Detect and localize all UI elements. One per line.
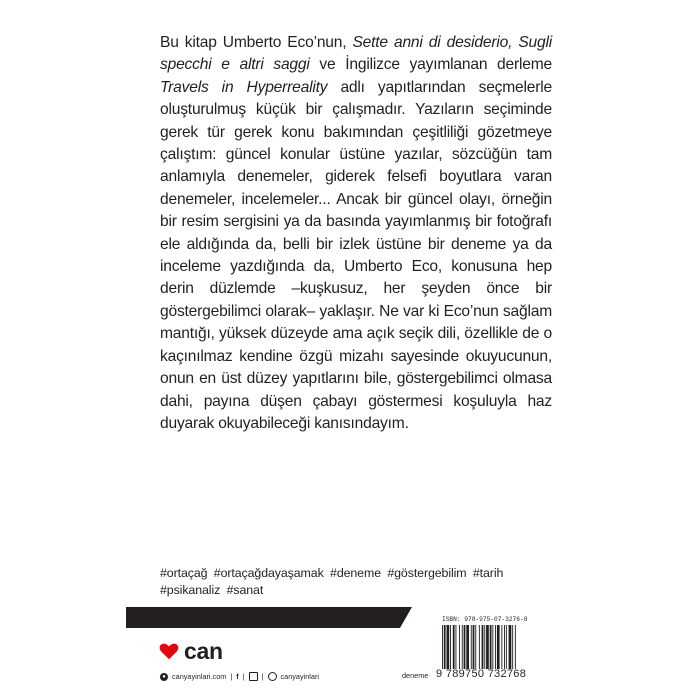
logo-text: can	[184, 637, 223, 664]
separator: |	[261, 672, 264, 681]
tag-item[interactable]: # sanat	[227, 582, 264, 599]
tag-item[interactable]: # tarih	[473, 565, 503, 582]
website-link[interactable]: canyayinlari.com	[172, 672, 227, 681]
barcode-digits: 9 789750 732768	[436, 668, 527, 680]
separator: |	[242, 672, 245, 681]
tag-item[interactable]: # ortaçağ	[160, 565, 207, 582]
instagram-icon[interactable]	[268, 672, 277, 681]
twitter-icon[interactable]	[249, 672, 258, 681]
facebook-icon[interactable]: f	[236, 672, 239, 681]
blurb-paragraph	[160, 32, 552, 435]
heart-icon	[158, 640, 180, 662]
social-handle[interactable]: canyayinlari	[280, 672, 320, 681]
isbn-label: ISBN: 978-975-07-3276-8	[442, 616, 528, 623]
separator: |	[230, 672, 233, 681]
blurb-italic-title-1: Sette anni di desiderio, Sugli specchi e altri saggi	[160, 34, 552, 74]
tag-list	[160, 565, 560, 599]
blurb-text-1: Bu kitap Umberto Eco’nun,	[160, 34, 353, 51]
genre-label: deneme	[402, 671, 429, 680]
globe-icon: ●	[160, 673, 168, 681]
barcode-image	[440, 625, 552, 669]
blurb-text-2: ve İngilizce yayımlanan derleme	[309, 56, 552, 74]
blurb-italic-title-2: Travels in Hyperreality	[160, 78, 328, 96]
publisher-logo	[158, 631, 238, 671]
blurb-text-3: adlı yapıtlarından seçmelerle oluşturulmuş küçük bir çalışmadır. Yazıların seçiminde gerek tür gerek konu bakımından çeşitliliği gözetmeye çalıştım: güncel konular üstüne yazılar, sözcüğün tam anlamıyla denemeler, giderek felsefi boyutlara varan denemeler, incelemeler... Ancak bir güncel olayı, örneğin bir resim sergisini ya da basında yayımlanmış bir fotoğrafı ele aldığında da, belli bir izlek üstüne bir deneme ya da inceleme yazdığında da, Umberto Eco, konusuna hep derin düzlemde –kuşkusuz, her şeyden önce bir göstergebilimci olarak– yaklaşır. Ne var ki Eco’nun sağlam mantığı, yüksek düzeyde ama açık seçik dili, özellikle de o kaçınılmaz kendine özgü mizahı sayesinde okuyucunun, onun en üst düzey yapıtlarını bile, göstergebilimci olmasa dahi, payına düşen çabayı göstermesi koşuluyla haz duyarak okuyabileceği kanısındayım.	[160, 78, 552, 432]
tag-item[interactable]: # deneme	[330, 565, 381, 582]
tag-item[interactable]: # göstergebilim	[387, 565, 466, 582]
tag-item[interactable]: # ortaçağdayaşamak	[214, 565, 324, 582]
tag-item[interactable]: # psikanaliz	[160, 582, 220, 599]
publisher-footer	[160, 672, 319, 681]
